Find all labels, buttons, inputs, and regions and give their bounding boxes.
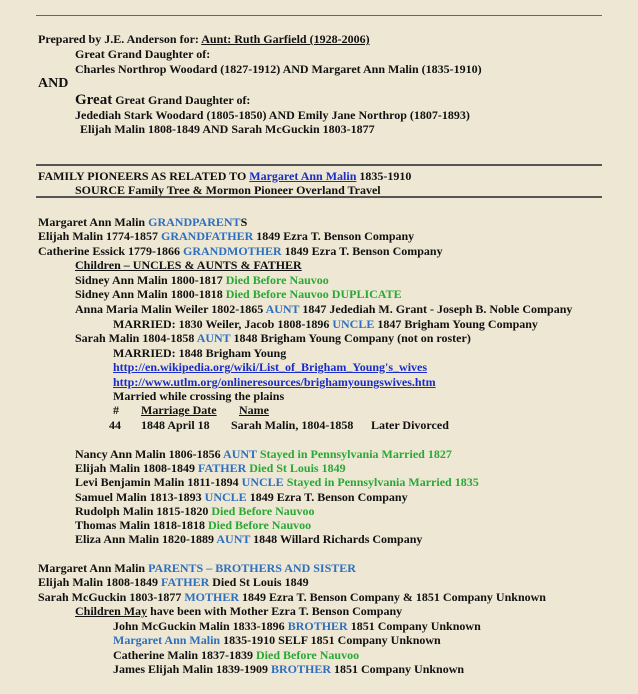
ggd2-parents: Jedediah Stark Woodard (1805-1850) AND Emily Jane Northrop (1807-1893) <box>75 108 470 122</box>
marriage-table-row <box>109 418 509 432</box>
gm-label: GRANDMOTHER <box>183 244 282 258</box>
sibling-tag: BROTHER <box>287 619 348 633</box>
father-rest: Died St Louis 1849 <box>212 575 309 589</box>
sarah-name: Sarah Malin 1804-1858 <box>75 331 195 345</box>
sibling-rest: 1851 Company Unknown <box>350 619 481 633</box>
uncle-rest: Died St Louis 1849 <box>249 461 346 475</box>
uncle-row <box>75 490 408 504</box>
uncle-row <box>75 518 311 532</box>
gf-rest: 1849 Ezra T. Benson Company <box>256 229 415 243</box>
father-label: FATHER <box>161 575 210 589</box>
ggd2-parents2: Elijah Malin 1808-1849 AND Sarah McGuckin 1803-1877 <box>80 122 375 136</box>
row-date: 1848 April 18 <box>141 418 210 432</box>
sibling-name: Catherine Malin 1837-1839 <box>113 648 253 662</box>
gf-label: GRANDFATHER <box>161 229 254 243</box>
anna-married <box>113 317 538 331</box>
uncle-name: Eliza Ann Malin 1820-1889 <box>75 532 215 546</box>
uncle-name: Rudolph Malin 1815-1820 <box>75 504 209 518</box>
uncle-row <box>75 475 479 489</box>
uncle-row <box>75 273 329 287</box>
children-may-head: Children May <box>75 604 148 618</box>
sarah-tag: AUNT <box>196 331 231 345</box>
mother-name: Sarah McGuckin 1803-1877 <box>38 590 182 604</box>
uncle-rest: Stayed in Pennsylvania Married 1835 <box>286 475 479 489</box>
section-rule-top <box>36 164 602 166</box>
uncle-name: Samuel Malin 1813-1893 <box>75 490 202 504</box>
sibling-row <box>113 648 359 662</box>
gp-head-s: S <box>240 215 248 229</box>
col-num: # <box>113 403 119 417</box>
section-source: SOURCE Family Tree & Mormon Pioneer Overland Travel <box>75 183 381 197</box>
sibling-row <box>113 619 481 633</box>
uncle-tag: AUNT <box>223 447 257 461</box>
gp-head-name: Margaret Ann Malin <box>38 215 146 229</box>
uncle-row <box>75 302 572 316</box>
children-heading: Children – UNCLES & AUNTS & FATHER <box>75 258 302 272</box>
father-name: Elijah Malin 1808-1849 <box>38 575 159 589</box>
children-may-line <box>75 604 402 618</box>
col-name: Name <box>239 403 269 417</box>
great-word: Great <box>75 92 113 108</box>
uncle-row <box>75 532 422 546</box>
anna-married-tag: UNCLE <box>332 317 375 331</box>
uncle-name: Anna Maria Malin Weiler 1802-1865 <box>75 302 264 316</box>
uncle-tag: UNCLE <box>204 490 247 504</box>
ggd2-line <box>75 93 250 107</box>
anna-married-text: MARRIED: 1830 Weiler, Jacob 1808-1896 <box>113 317 330 331</box>
uncle-name: Nancy Ann Malin 1806-1856 <box>75 447 221 461</box>
ggd2-text: Great Grand Daughter of: <box>115 93 251 107</box>
parents-head-name: Margaret Ann Malin <box>38 561 146 575</box>
uncle-name: Sidney Ann Malin 1800-1817 <box>75 273 223 287</box>
sibling-tag: BROTHER <box>271 662 332 676</box>
sarah-line <box>75 331 471 345</box>
uncle-row <box>75 504 314 518</box>
uncle-name: Sidney Ann Malin 1800-1818 <box>75 287 223 301</box>
anna-married-rest: 1847 Brigham Young Company <box>377 317 538 331</box>
section-rule-bottom <box>36 196 602 198</box>
and-line: AND <box>38 76 69 91</box>
parents-heading <box>38 561 356 575</box>
uncle-rest: 1848 Willard Richards Company <box>253 532 423 546</box>
gm-rest: 1849 Ezra T. Benson Company <box>284 244 443 258</box>
uncle-name: Thomas Malin 1818-1818 <box>75 518 206 532</box>
section-title-prefix: FAMILY PIONEERS AS RELATED TO <box>38 169 247 183</box>
sibling-row <box>113 662 464 676</box>
section-title <box>38 169 411 183</box>
sibling-tag: 1835-1910 SELF <box>223 633 308 647</box>
uncle-tag: UNCLE <box>241 475 284 489</box>
col-date: Marriage Date <box>141 403 217 417</box>
sibling-rest: 1851 Company Unknown <box>334 662 465 676</box>
aunt-label: Aunt: Ruth Garfield (1928-2006) <box>201 32 370 46</box>
grandfather-line <box>38 229 414 243</box>
sarah-note: Married while crossing the plains <box>113 389 285 403</box>
sibling-name: Margaret Ann Malin <box>113 633 221 647</box>
parents-head-label: PARENTS – BROTHERS AND SISTER <box>148 561 356 575</box>
sibling-rest: 1851 Company Unknown <box>310 633 441 647</box>
uncle-row <box>75 447 452 461</box>
sarah-rest: 1848 Brigham Young Company (not on roster) <box>233 331 471 345</box>
top-rule <box>36 15 602 16</box>
uncle-rest: 1847 Jedediah M. Grant - Joseph B. Noble Company <box>302 302 573 316</box>
section-title-suffix: 1835-1910 <box>359 169 412 183</box>
uncle-tag: AUNT <box>265 302 300 316</box>
mother-line <box>38 590 546 604</box>
wiki-link[interactable]: http://en.wikipedia.org/wiki/List_of_Brigham_Young's_wives <box>113 360 428 374</box>
sibling-name: James Elijah Malin 1839-1909 <box>113 662 268 676</box>
ggd1-line: Great Grand Daughter of: <box>75 47 211 61</box>
uncle-tag: FATHER <box>198 461 247 475</box>
utlm-link[interactable]: http://www.utlm.org/onlineresources/brighamyoungswives.htm <box>113 375 436 389</box>
uncle-tag: Died Before Nauvoo <box>208 518 312 532</box>
gm-name: Catherine Essick 1779-1866 <box>38 244 180 258</box>
uncle-tag: Died Before Nauvoo <box>211 504 315 518</box>
father-line <box>38 575 309 589</box>
gp-head-label: GRANDPARENT <box>148 215 241 229</box>
marriage-table-header <box>113 403 269 417</box>
uncle-tag: AUNT <box>216 532 251 546</box>
uncle-row <box>75 461 346 475</box>
gf-name: Elijah Malin 1774-1857 <box>38 229 159 243</box>
sibling-row <box>113 633 441 647</box>
uncle-row <box>75 287 402 301</box>
sibling-tag: Died Before Nauvoo <box>256 648 360 662</box>
grandparents-heading <box>38 215 247 229</box>
uncle-tag: Died Before Nauvoo <box>225 273 329 287</box>
children-may-rest: have been with Mother Ezra T. Benson Company <box>150 604 403 618</box>
prepared-text: Prepared by J.E. Anderson for: <box>38 32 199 46</box>
uncle-tag: Died Before Nauvoo DUPLICATE <box>225 287 402 301</box>
uncle-rest: 1849 Ezra T. Benson Company <box>249 490 408 504</box>
uncle-rest: Stayed in Pennsylvania Married 1827 <box>259 447 452 461</box>
row-name: Sarah Malin, 1804-1858 <box>231 418 354 432</box>
ggd1-parents: Charles Northrop Woodard (1827-1912) AND Margaret Ann Malin (1835-1910) <box>75 62 482 76</box>
margaret-link[interactable]: Margaret Ann Malin <box>249 169 357 183</box>
uncle-name: Elijah Malin 1808-1849 <box>75 461 196 475</box>
sarah-married: MARRIED: 1848 Brigham Young <box>113 346 287 360</box>
prepared-line <box>38 32 370 46</box>
row-num: 44 <box>109 418 121 432</box>
mother-rest: 1849 Ezra T. Benson Company & 1851 Company Unknown <box>242 590 546 604</box>
grandmother-line <box>38 244 443 258</box>
mother-label: MOTHER <box>184 590 240 604</box>
uncle-name: Levi Benjamin Malin 1811-1894 <box>75 475 239 489</box>
sibling-name: John McGuckin Malin 1833-1896 <box>113 619 285 633</box>
row-note: Later Divorced <box>371 418 449 432</box>
